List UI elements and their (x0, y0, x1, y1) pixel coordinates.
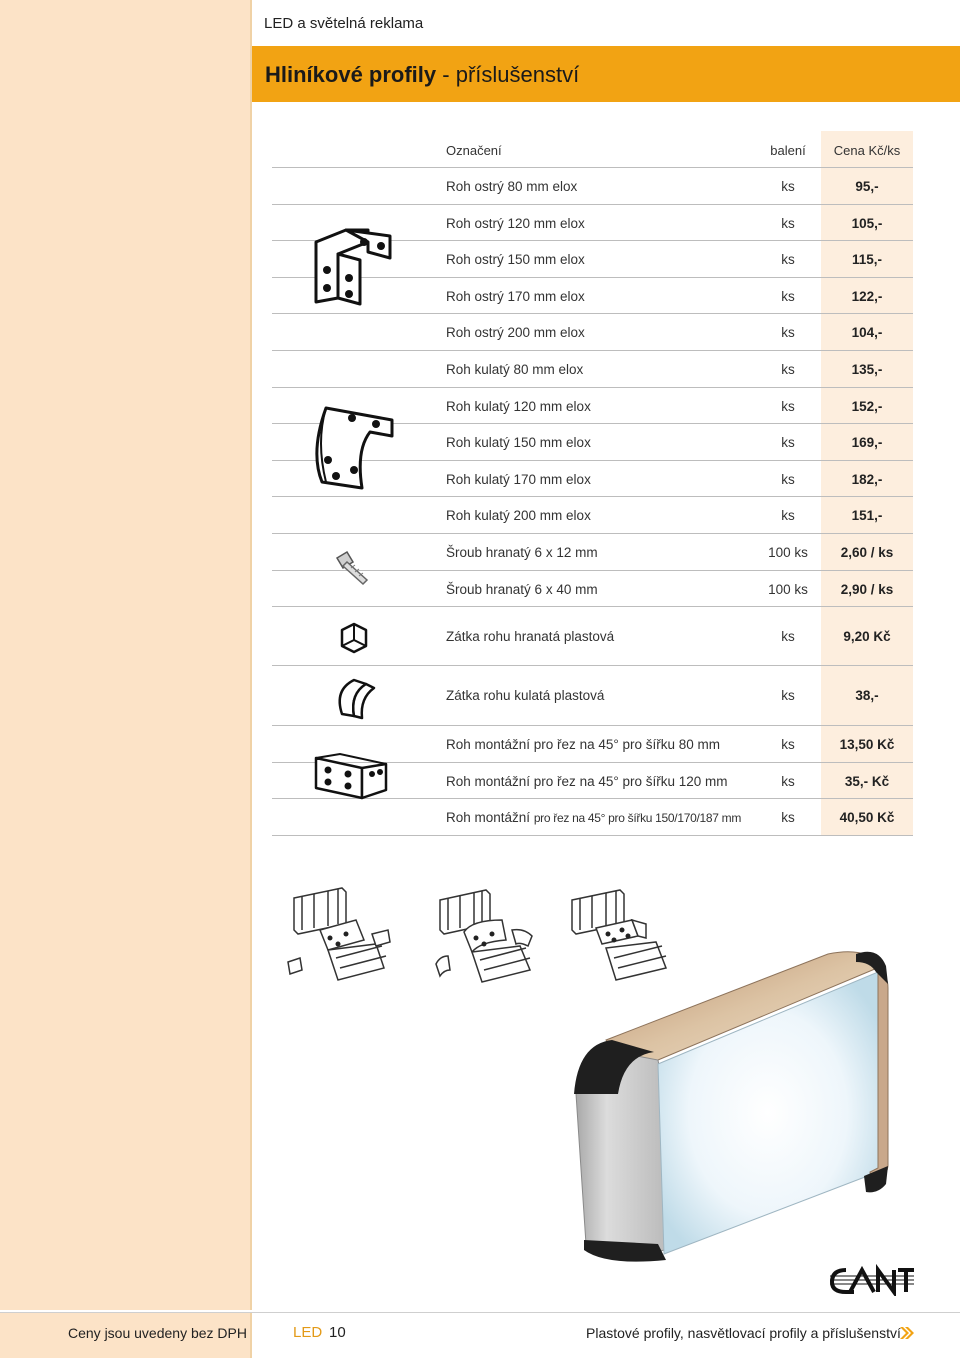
row-unit: ks (781, 629, 795, 644)
row-name: Zátka rohu kulatá plastová (446, 688, 605, 703)
row-unit: ks (781, 216, 795, 231)
row-price: 105,- (851, 216, 883, 231)
row-price: 152,- (851, 399, 883, 414)
row-name: Roh kulatý 80 mm elox (446, 362, 584, 377)
row-unit: ks (781, 472, 795, 487)
row-name (446, 810, 741, 825)
row-unit: ks (781, 737, 795, 752)
row-name: Roh kulatý 150 mm elox (446, 435, 591, 450)
row-price: 151,- (851, 508, 883, 523)
row-price: 35,- Kč (844, 774, 890, 789)
column-header-name: Označení (446, 143, 502, 158)
illuminated-lightbox-image (566, 944, 896, 1274)
row-name: Roh ostrý 170 mm elox (446, 289, 585, 304)
row-unit: ks (781, 179, 795, 194)
column-header-price: Cena Kč/ks (833, 143, 901, 158)
row-price: 9,20 Kč (843, 629, 891, 644)
row-price: 2,90 / ks (840, 582, 894, 597)
footer-section: LED (293, 1324, 323, 1341)
row-price: 95,- (855, 179, 879, 194)
row-name: Šroub hranatý 6 x 12 mm (446, 545, 598, 560)
row-name: Roh ostrý 200 mm elox (446, 325, 585, 340)
footer-divider (250, 1313, 252, 1358)
row-price: 13,50 Kč (839, 737, 895, 752)
row-unit: ks (781, 289, 795, 304)
column-header-unit: balení (770, 143, 806, 158)
row-name: Roh ostrý 120 mm elox (446, 216, 585, 231)
row-name: Roh montážní pro řez na 45° pro šířku 80 mm (446, 737, 721, 752)
left-band-divider (250, 0, 252, 1310)
row-name: Roh montážní pro řez na 45° pro šířku 120 mm (446, 774, 728, 789)
page-title-rest: - příslušenství (442, 62, 580, 87)
exploded-assembly-round-icon (432, 884, 538, 994)
table-row (272, 168, 913, 205)
brand-logo (828, 1264, 916, 1296)
row-price: 40,50 Kč (839, 810, 895, 825)
row-price: 115,- (851, 252, 883, 267)
footer-vat-note: Ceny jsou uvedeny bez DPH (68, 1325, 247, 1341)
row-price: 169,- (851, 435, 883, 450)
next-section-link[interactable]: Plastové profily, nasvětlovací profily a příslušenství (586, 1325, 901, 1341)
row-unit: ks (781, 810, 795, 825)
left-band (0, 0, 250, 1310)
row-name-part-b: pro řez na 45° pro šířku 150/170/187 mm (533, 811, 742, 825)
row-unit: ks (781, 508, 795, 523)
row-name: Zátka rohu hranatá plastová (446, 629, 615, 644)
round-corner-bracket-icon (306, 402, 400, 492)
row-name-part-a: Roh montážní (446, 810, 531, 825)
table-row (272, 497, 913, 534)
row-name: Roh ostrý 80 mm elox (446, 179, 578, 194)
row-name: Šroub hranatý 6 x 40 mm (446, 582, 598, 597)
row-price: 104,- (851, 325, 883, 340)
mounting-corner-icon (310, 748, 392, 810)
row-unit: ks (781, 399, 795, 414)
table-header (272, 131, 913, 168)
page-number: 10 (329, 1324, 346, 1341)
row-name: Roh ostrý 150 mm elox (446, 252, 585, 267)
title-bar-left (0, 46, 250, 102)
page-title (265, 62, 579, 88)
row-unit: ks (781, 362, 795, 377)
round-end-cap-icon (332, 674, 378, 720)
row-unit: ks (781, 252, 795, 267)
title-bar (252, 46, 960, 102)
double-arrow-icon[interactable] (899, 1326, 915, 1340)
row-unit: ks (781, 774, 795, 789)
row-unit: 100 ks (768, 582, 808, 597)
section-header: LED a světelná reklama (264, 15, 424, 32)
table-row (272, 314, 913, 351)
row-name: Roh kulatý 120 mm elox (446, 399, 591, 414)
row-unit: ks (781, 688, 795, 703)
row-price: 135,- (851, 362, 883, 377)
row-price: 38,- (855, 688, 879, 703)
square-end-cap-icon (336, 620, 372, 654)
exploded-assembly-sharp-icon (284, 884, 396, 994)
row-name: Roh kulatý 200 mm elox (446, 508, 591, 523)
row-price: 122,- (851, 289, 883, 304)
row-name: Roh kulatý 170 mm elox (446, 472, 591, 487)
row-price: 2,60 / ks (840, 545, 894, 560)
row-unit: 100 ks (768, 545, 808, 560)
sharp-corner-bracket-icon (308, 222, 398, 310)
row-unit: ks (781, 435, 795, 450)
row-price: 182,- (851, 472, 883, 487)
page-footer (0, 1312, 960, 1358)
page-title-bold: Hliníkové profily (265, 62, 437, 87)
row-unit: ks (781, 325, 795, 340)
square-screw-icon (333, 548, 373, 586)
table-row (272, 351, 913, 388)
